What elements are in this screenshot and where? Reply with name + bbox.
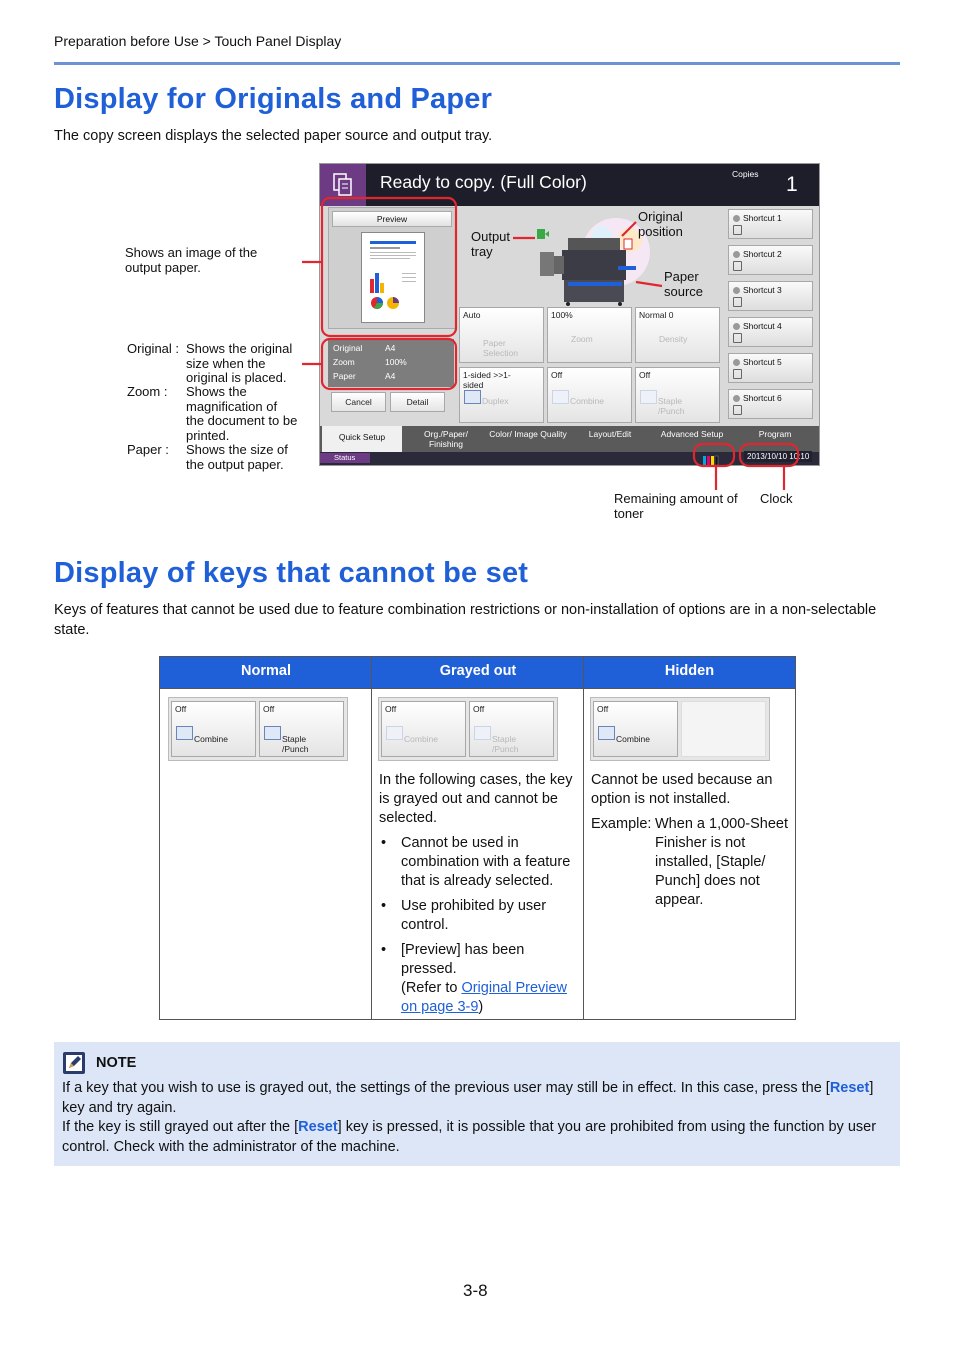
grayed-bullet-user-control: • Use prohibited by user control. bbox=[379, 897, 575, 935]
info-original: Original A4 bbox=[333, 343, 396, 353]
callout-paper-label: Paper : bbox=[127, 442, 169, 457]
staple-icon bbox=[264, 726, 281, 740]
panel-clock: 2013/10/10 10:10 bbox=[744, 451, 812, 462]
status-button[interactable]: Status bbox=[320, 453, 370, 463]
section-title-originals-paper: Display for Originals and Paper bbox=[54, 83, 493, 115]
grayed-keys-image bbox=[378, 697, 558, 761]
grayed-bullet-preview: • [Preview] has been pressed. (Refer to Original Preview on page 3-9) bbox=[379, 941, 575, 1017]
preview-button[interactable]: Preview bbox=[332, 211, 452, 227]
page-number: 3-8 bbox=[463, 1281, 488, 1300]
normal-staple-key: Off Staple /Punch bbox=[259, 701, 344, 757]
grayed-staple-key: Off Staple /Punch bbox=[469, 701, 554, 757]
callout-paper-source: Paper source bbox=[664, 269, 704, 299]
hidden-combine-key: Off Combine bbox=[593, 701, 678, 757]
section-title-keys-cannot-be-set: Display of keys that cannot be set bbox=[54, 557, 529, 589]
hidden-description: Cannot be used because an option is not installed. Example: When a 1,000-Sheet Finisher is not installed, [Staple/ Punch] does not appear. bbox=[591, 771, 791, 910]
shortcut-2-button[interactable]: Shortcut 2 bbox=[728, 245, 813, 275]
callout-original-text: Shows the original size when the original is placed. bbox=[186, 341, 293, 385]
callout-original-position: Original position bbox=[638, 209, 683, 239]
tab-quick-setup[interactable]: Quick Setup bbox=[322, 426, 402, 452]
grayed-description: In the following cases, the key is grayed out and cannot be selected. • Cannot be used in combination with a feature that is already selected. • Use prohibited by user control. • [Preview] has been pressed. (Refer to Original Preview on page 3-9) bbox=[379, 771, 575, 1017]
hidden-keys-image bbox=[590, 697, 770, 761]
normal-combine-key: Off Combine bbox=[171, 701, 256, 757]
note-title: NOTE bbox=[96, 1055, 137, 1071]
callout-zoom-text: Shows the magnification of the document to be printed. bbox=[186, 384, 298, 443]
copies-label: Copies bbox=[732, 169, 759, 179]
note-body: If a key that you wish to use is grayed out, the settings of the previous user may still be in effect. In this case, press the [Reset] key and try again. If the key is still grayed out after the [Reset] key is pressed, it is possible that you are prohibited from using the function by user control. Check with the administrator of the machine. bbox=[62, 1080, 877, 1155]
staple-icon bbox=[474, 726, 491, 740]
detail-button[interactable]: Detail bbox=[390, 392, 445, 412]
original-preview-link[interactable]: Original Preview on page 3-9 bbox=[401, 980, 568, 1015]
tab-layout-edit[interactable]: Layout/Edit bbox=[588, 429, 632, 439]
info-paper: Paper A4 bbox=[333, 371, 396, 381]
callout-paper-text: Shows the size of the output paper. bbox=[186, 442, 288, 472]
duplex-key[interactable]: 1-sided >>1-sided Duplex bbox=[459, 367, 544, 423]
tab-program[interactable]: Program bbox=[758, 429, 792, 439]
callout-original-label: Original : bbox=[127, 341, 180, 356]
table-header-hidden: Hidden bbox=[584, 657, 795, 689]
callout-overlay bbox=[0, 0, 954, 560]
callout-zoom-label: Zoom : bbox=[127, 384, 168, 399]
callout-toner: Remaining amount of toner bbox=[614, 491, 738, 521]
tab-color-image-quality[interactable]: Color/ Image Quality bbox=[489, 429, 567, 439]
hidden-key-empty-slot bbox=[681, 701, 766, 757]
grayed-bullet-combination: • Cannot be used in combination with a feature that is already selected. bbox=[379, 834, 575, 891]
table-header-normal: Normal bbox=[160, 657, 372, 689]
breadcrumb: Preparation before Use > Touch Panel Display bbox=[54, 33, 342, 49]
combine-icon bbox=[176, 726, 193, 740]
callout-output-tray: Output tray bbox=[471, 229, 511, 259]
density-key[interactable]: Normal 0 Density bbox=[635, 307, 720, 363]
callout-clock: Clock bbox=[760, 491, 793, 506]
shortcut-4-button[interactable]: Shortcut 4 bbox=[728, 317, 813, 347]
shortcut-3-button[interactable]: Shortcut 3 bbox=[728, 281, 813, 311]
shortcut-1-button[interactable]: Shortcut 1 bbox=[728, 209, 813, 239]
grayed-combine-key: Off Combine bbox=[381, 701, 466, 757]
info-zoom: Zoom 100% bbox=[333, 357, 407, 367]
staple-punch-key[interactable]: Off Staple /Punch bbox=[635, 367, 720, 423]
note-pencil-icon bbox=[63, 1052, 85, 1074]
shortcut-5-button[interactable]: Shortcut 5 bbox=[728, 353, 813, 383]
zoom-key[interactable]: 100% Zoom bbox=[547, 307, 632, 363]
cancel-button[interactable]: Cancel bbox=[331, 392, 386, 412]
paper-selection-key[interactable]: Auto Paper Selection bbox=[459, 307, 544, 363]
combine-icon bbox=[598, 726, 615, 740]
reset-key-ref: Reset bbox=[298, 1119, 338, 1135]
shortcut-6-button[interactable]: Shortcut 6 bbox=[728, 389, 813, 419]
combine-key[interactable]: Off Combine bbox=[547, 367, 632, 423]
reset-key-ref: Reset bbox=[829, 1080, 870, 1096]
table-header-grayed-out: Grayed out bbox=[372, 657, 584, 689]
note-box bbox=[54, 1042, 900, 1166]
section-intro-keys: Keys of features that cannot be used due to feature combination restrictions or non-installation of options are in a non-selectable state. bbox=[54, 602, 877, 638]
panel-status-title: Ready to copy. (Full Color) bbox=[380, 172, 587, 192]
tab-advanced-setup[interactable]: Advanced Setup bbox=[660, 429, 724, 439]
normal-keys-image bbox=[168, 697, 348, 761]
combine-icon bbox=[386, 726, 403, 740]
tab-org-paper-finishing[interactable]: Org./Paper/ Finishing bbox=[424, 429, 468, 449]
section-intro-originals-paper: The copy screen displays the selected paper source and output tray. bbox=[54, 128, 493, 144]
callout-output-paper-image: Shows an image of the output paper. bbox=[125, 245, 258, 275]
copies-count: 1 bbox=[786, 173, 798, 196]
key-state-table bbox=[159, 656, 796, 1020]
hidden-example: Example: When a 1,000-Sheet Finisher is not installed, [Staple/ Punch] does not appear. bbox=[591, 816, 789, 908]
